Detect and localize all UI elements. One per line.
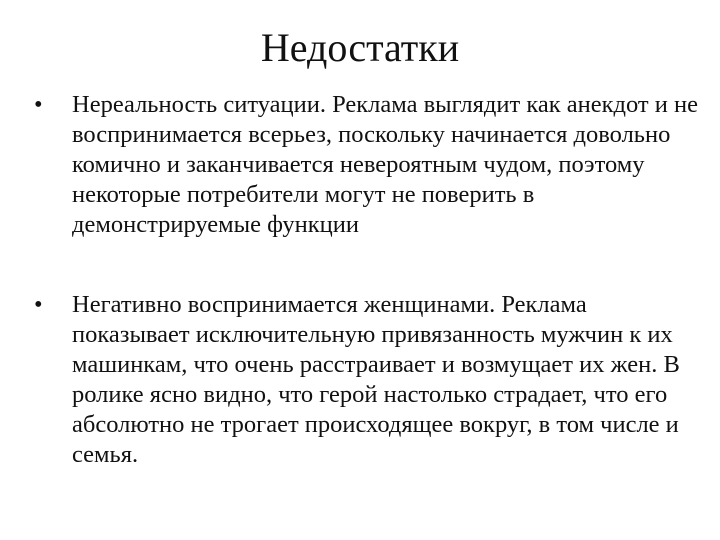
bullet-text: Негативно воспринимается женщинами. Реклама показывает исключительную привязанность мужчин к их машинкам, что очень расстраивает и возмущает их жен. В ролике ясно видно, что герой настолько страдает, что его абсолютно не трогает происходящее вокруг, в том числе и семья. [72, 291, 680, 468]
bullet-list [34, 90, 700, 470]
bullet-icon: • [34, 291, 43, 318]
bullet-item-unrealistic-situation [34, 90, 700, 240]
bullet-item-negative-women-perception [34, 290, 700, 470]
slide-title: Недостатки [260, 25, 460, 70]
bullet-text: Нереальность ситуации. Реклама выглядит как анекдот и не воспринимается всерьез, поскольку начинается довольно комично и заканчивается невероятным чудом, поэтому некоторые потребители могут не поверить в демонстрируемые функции [72, 91, 698, 238]
bullet-icon: • [34, 91, 43, 118]
